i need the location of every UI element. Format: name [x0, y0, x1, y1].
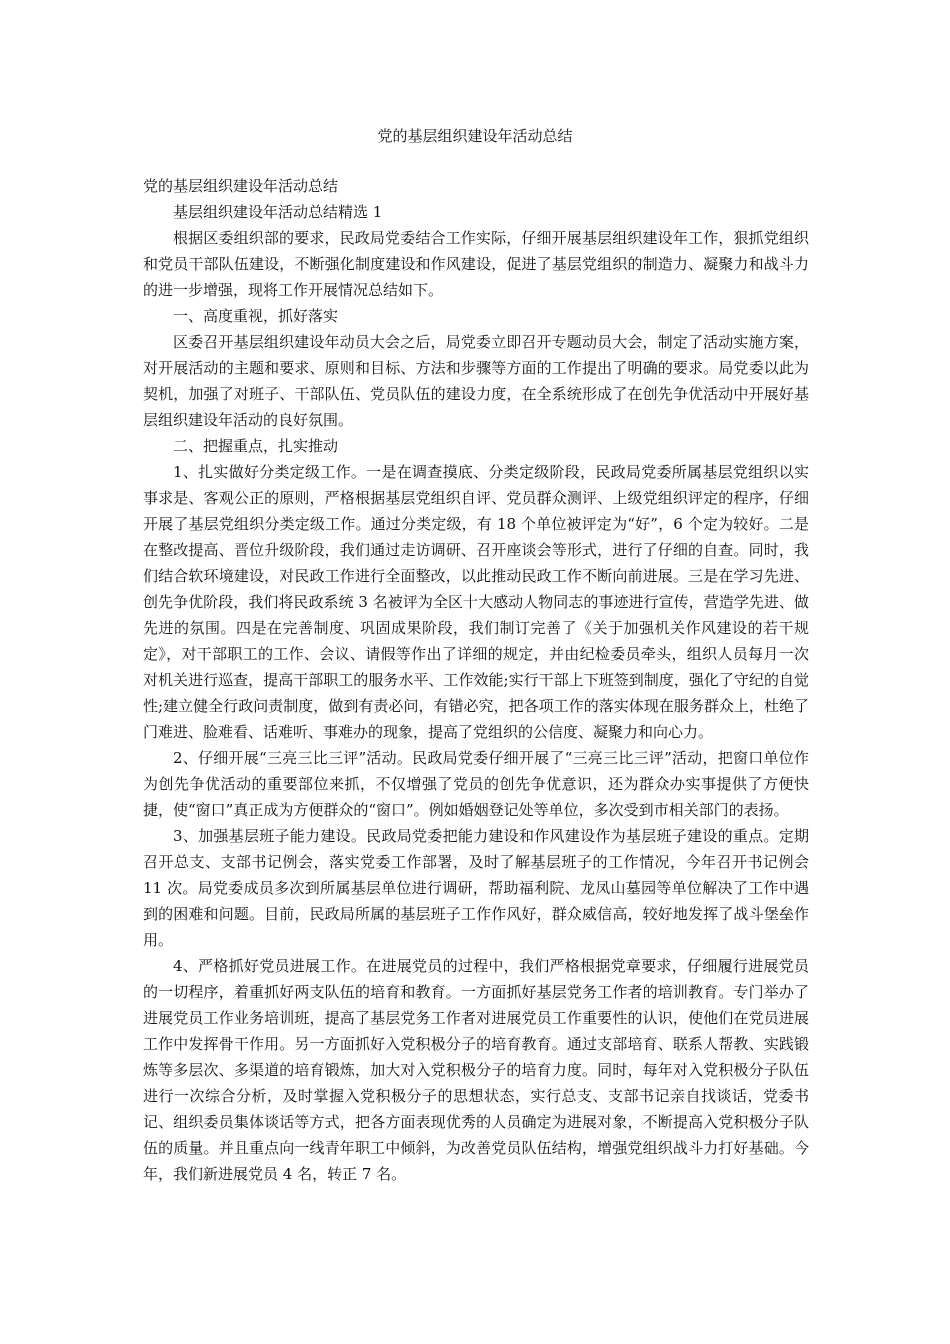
subtitle: 基层组织建设年活动总结精选 1 [173, 203, 383, 221]
section-title: 党的基层组织建设年活动总结 [143, 177, 339, 195]
document-title: 党的基层组织建设年活动总结 [377, 127, 573, 145]
heading-1: 一、高度重视，抓好落实 [173, 307, 339, 325]
paragraph-item-2: 2、仔细开展“三亮三比三评”活动。民政局党委仔细开展了“三亮三比三评”活动，把窗口单位作为创先争优活动的重要部位来抓，不仅增强了党员的创先争优意识，还为群众办实事提供了方便快捷，使“窗口”真正成为方便群众的“窗口”。例如婚姻登记处等单位，多次受到市相关部门的表扬。 [143, 749, 809, 819]
paragraph-item-4: 4、严格抓好党员进展工作。在进展党员的过程中，我们严格根据党章要求，仔细履行进展党员的一切程序，着重抓好两支队伍的培育和教育。一方面抓好基层党务工作者的培训教育。专门举办了进展党员工作业务培训班，提高了基层党务工作者对进展党员工作重要性的认识，使他们在党员进展工作中发挥骨干作用。另一方面抓好入党积极分子的培育教育。通过支部培育、联系人帮教、实践锻炼等多层次、多渠道的培育锻炼，加大对入党积极分子的培育力度。同时，每年对入党积极分子队伍进行一次综合分析，及时掌握入党积极分子的思想状态，实行总支、支部书记亲自找谈话，党委书记、组织委员集体谈话等方式，把各方面表现优秀的人员确定为进展对象，不断提高入党积极分子队伍的质量。并且重点向一线青年职工中倾斜，为改善党员队伍结构，增强党组织战斗力打好基础。今年，我们新进展党员 4 名，转正 7 名。 [143, 957, 809, 1183]
paragraph-item-3: 3、加强基层班子能力建设。民政局党委把能力建设和作风建设作为基层班子建设的重点。定期召开总支、支部书记例会，落实党委工作部署，及时了解基层班子的工作情况，今年召开书记例会 11 次。局党委成员多次到所属基层单位进行调研，帮助福利院、龙凤山墓园等单位解决了工作中遇到的困难和问题。目前，民政局所属的基层班子工作作风好，群众威信高，较好地发挥了战斗堡垒作用。 [143, 827, 809, 949]
heading-2: 二、把握重点，扎实推动 [173, 437, 339, 455]
paragraph-item-1: 1、扎实做好分类定级工作。一是在调查摸底、分类定级阶段，民政局党委所属基层党组织以实事求是、客观公正的原则，严格根据基层党组织自评、党员群众测评、上级党组织评定的程序，仔细开展了基层党组织分类定级工作。通过分类定级，有 18 个单位被评定为“好”，6 个定为较好。二是在整改提高、晋位升级阶段，我们通过走访调研、召开座谈会等形式，进行了仔细的自查。同时，我们结合软环境建设，对民政工作进行全面整改，以此推动民政工作不断向前进展。三是在学习先进、创先争优阶段，我们将民政系统 3 名被评为全区十大感动人物同志的事迹进行宣传，营造学先进、做先进的氛围。四是在完善制度、巩固成果阶段，我们制订完善了《关于加强机关作风建设的若干规定》，对干部职工的工作、会议、请假等作出了详细的规定，并由纪检委员牵头，组织人员每月一次对机关进行巡查，提高干部职工的服务水平、工作效能;实行干部上下班签到制度，强化了守纪的自觉性;建立健全行政问责制度，做到有责必问，有错必究，把各项工作的落实体现在服务群众上，杜绝了门难进、脸难看、话难听、事难办的现象，提高了党组织的公信度、凝聚力和向心力。 [143, 463, 809, 741]
paragraph-1: 区委召开基层组织建设年动员大会之后，局党委立即召开专题动员大会，制定了活动实施方案，对开展活动的主题和要求、原则和目标、方法和步骤等方面的工作提出了明确的要求。局党委以此为契机，加强了对班子、干部队伍、党员队伍的建设力度，在全系统形成了在创先争优活动中开展好基层组织建设年活动的良好氛围。 [143, 333, 809, 429]
paragraph-intro: 根据区委组织部的要求，民政局党委结合工作实际，仔细开展基层组织建设年工作，狠抓党组织和党员干部队伍建设，不断强化制度建设和作风建设，促进了基层党组织的制造力、凝聚力和战斗力的进一步增强，现将工作开展情况总结如下。 [143, 229, 809, 299]
document-body [143, 173, 809, 1187]
